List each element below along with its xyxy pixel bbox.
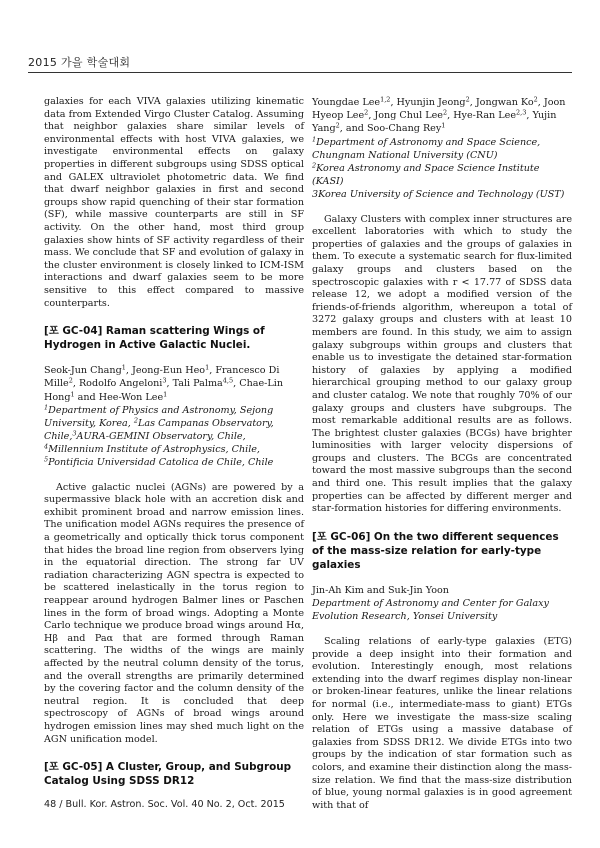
author-name: , Jong Chul Lee <box>368 110 443 122</box>
author-name: , Hyunjin Jeong <box>390 97 466 108</box>
gc05-abstract: Galaxy Clusters with complex inner structures are excellent laboratories with which to study the properties of galaxies and the groups of galaxies in them. To execute a systematic search for flux-limited galaxy groups and clusters based on the spectroscopic galaxies with r < 17.77 of SDSS data release 12, we adopt a modified version of the friends-of-friends algorithm, whereupon a total of 3272 galaxy groups and clusters with at least 10 members are found. In this study, we aim to assign galaxy subgroups within groups and clusters that enable us to investigate the detained star-formation history of galaxies by applying a modified hierarchical grouping method to our galaxy group and cluster catalog. We note that roughly 70% of our galaxy groups and clusters have subgroups. The most remarkable additional results are as follows. The brightest cluster galaxies (BCGs) have brighter luminosities with larger velocity dispersions of groups and clusters. The BCGs are concentrated toward the most massive subgroups than the second and third one. This result implies that the galaxy properties can be affected by different merger and star-formation histories for differing environments. <box>312 213 572 515</box>
affil-sup: 2 <box>133 416 139 425</box>
gc04-authors <box>44 364 304 404</box>
affiliation: Las Campanas Observatory, Chile, <box>44 417 274 442</box>
author-sup: 1 <box>121 363 126 372</box>
author-sup: 2 <box>465 95 470 104</box>
affil-sup: 1 <box>44 403 49 412</box>
author-name: , Chae-Lin Hong <box>44 378 284 403</box>
author-sup: 4,5 <box>222 376 234 385</box>
affiliation: AURA-GEMINI Observatory, Chile, <box>76 430 246 442</box>
affiliation: Pontificia Universidad Catolica de Chile, Chile <box>48 456 274 468</box>
spacer <box>312 201 572 214</box>
gc04-abstract: Active galactic nuclei (AGNs) are powered by a supermassive black hole with an accretion disk and exhibit prominent broad and narrow emission lines. The unification model AGNs requires the presence of a geometrically and optically thick torus component that hides the broad line region from observers lying in the equatorial direction. The strong far UV radiation characterizing AGN spectra is expected to be scattered inelastically in the torus region to reappear around hydrogen Balmer lines or Paschen lines in the form of broad wings. Adopting a Monte Carlo technique we produce broad wings around Hα, Hβ and Paα that are formed through Raman scattering. The widths of the wings are mainly affected by the neutral column density of the torus, and the overall strengths are primarily determined by the covering factor and the column density of the neutral region. It is concluded that deep spectroscopy of AGNs of broad wings around hydrogen emission lines may shed much light on the AGN unification model. <box>44 481 304 745</box>
gc05-title: [포 GC-05] A Cluster, Group, and Subgroup Catalog Using SDSS DR12 <box>44 761 292 788</box>
affil-sup: 5 <box>44 455 49 464</box>
author-sup: 1 <box>163 390 168 398</box>
gc06-affiliation: Department of Astronomy and Center for Galaxy Evolution Research, Yonsei University <box>312 598 549 623</box>
author-sup: 3 <box>162 376 167 385</box>
gc04-title: [포 GC-04] Raman scattering Wings of Hydrogen in Active Galactic Nuclei. <box>44 325 265 352</box>
author-sup: 1 <box>205 363 210 372</box>
gc04-affiliations <box>44 404 304 469</box>
author-name: , Rodolfo Angeloni <box>72 378 163 390</box>
author-sup: 2 <box>442 108 448 117</box>
author-name: , Jeong-Eun Heo <box>125 365 206 377</box>
author-name: , Hye-Ran Lee <box>447 110 517 122</box>
affiliation: Department of Physics and Astronomy, Sejong University, Korea, <box>44 404 274 429</box>
affil-sup: 1 <box>312 135 317 144</box>
author-name: , Yujin Yang <box>312 110 557 135</box>
author-sup: 2 <box>364 108 369 117</box>
gc06-title: [포 GC-06] On the two different sequences of the mass-size relation for early-type galaxies <box>312 530 559 571</box>
affil-sup: 2 <box>312 161 317 170</box>
author-name: , and Soo-Chang Rey <box>339 123 442 135</box>
page-footer: 48 / Bull. Kor. Astron. Soc. Vol. 40 No. 2, Oct. 2015 <box>44 799 285 810</box>
intro-paragraph: galaxies for each VIVA galaxies utilizing kinematic data from Extended Virgo Cluster Catalog. Assuming that neighbor galaxies share similar levels of environmental effects with host VIVA galaxies, we investigate environmental effects on galaxy properties in different subgroups using SDSS optical and GALEX ultraviolet photometric data. We find that dwarf neighbor galaxies in first and second groups show rapid quenching of their star formation (SF), while massive counterparts are still in SF activity. On the other hand, most third group galaxies show hints of SF activity regardless of their mass. We conclude that SF and evolution of galaxy in the cluster environment is closely linked to ICM-ISM interactions and dwarf galaxies seem to be more sensitive to this effect compared to massive counterparts. <box>44 96 304 309</box>
gc05-authors <box>312 96 572 136</box>
author-sup: 2,3 <box>516 108 527 117</box>
header-rule <box>28 72 572 73</box>
author-name: , Tali Palma <box>166 378 223 390</box>
author-sup: 1 <box>70 390 75 398</box>
author-name: , Jongwan Ko <box>469 97 534 108</box>
affiliation: Department of Astronomy and Space Science, Chungnam National University (CNU) <box>312 136 541 161</box>
gc06-abstract: Scaling relations of early-type galaxies (ETG) provide a deep insight into their formation and evolution. Interestingly enough, most relations extending into the dwarf regimes display non-linear or broken-linear features, unlike the linear relations for normal (i.e., intermediate-mass to giant) ETGs only. Here we investigate the mass-size scaling relation of ETGs using a massive database of galaxies from SDSS DR12. We divide ETGs into two groups by the indication of star formation such as colors, and examine their distinction along the mass-size relation. We find that the mass-size distribution of blue, young normal galaxies is in good agreement with that of <box>312 636 572 811</box>
author-name: Youngdae Lee <box>312 97 381 108</box>
affil-sup: 3 <box>72 429 77 438</box>
author-sup: 2 <box>68 376 73 385</box>
author-sup: 1 <box>441 121 446 130</box>
affiliation: 3Korea University of Science and Technology (UST) <box>312 188 565 200</box>
author-sup: 2 <box>533 95 538 104</box>
spacer <box>44 469 304 482</box>
author-name: , Joon Hyeop Lee <box>312 97 566 122</box>
author-sup: 1,2 <box>380 95 391 104</box>
left-column <box>44 96 304 800</box>
right-column <box>312 96 572 812</box>
page-header: 2015 가을 학술대회 <box>28 56 131 69</box>
author-name: and Hee-Won Lee <box>74 391 164 403</box>
affiliation: Millennium Institute of Astrophysics, Chile, <box>48 443 260 455</box>
gc05-affiliations <box>312 136 572 201</box>
author-sup: 2 <box>335 121 340 130</box>
affiliation: Korea Astronomy and Space Science Institute (KASI) <box>312 162 540 187</box>
affil-sup: 4 <box>44 442 49 451</box>
spacer <box>312 623 572 636</box>
author-name: Seok-Jun Chang <box>44 365 122 377</box>
gc06-authors: Jin-Ah Kim and Suk-Jin Yoon <box>312 584 449 596</box>
author-name: , Francesco Di Mille <box>44 365 280 390</box>
